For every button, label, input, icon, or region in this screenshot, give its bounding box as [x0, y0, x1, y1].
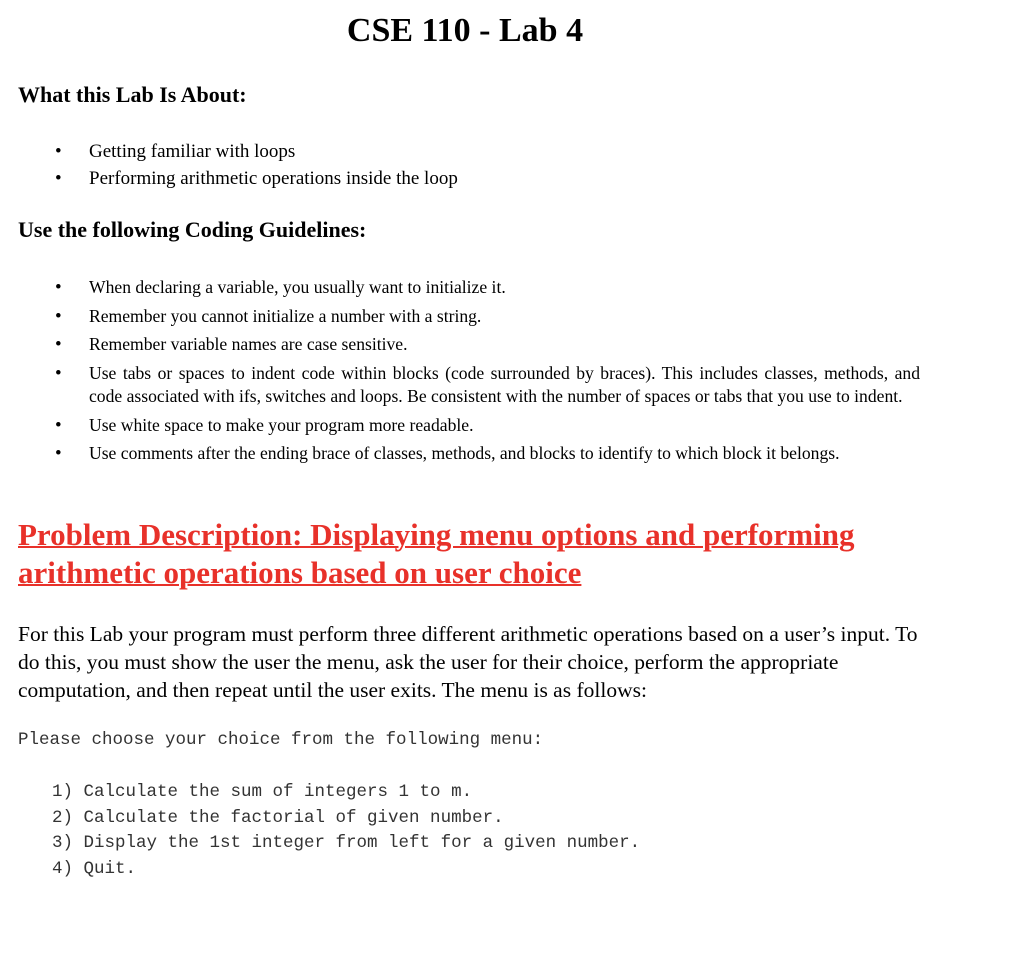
menu-prompt: Please choose your choice from the following menu: — [18, 730, 544, 750]
list-item-text: Performing arithmetic operations inside the loop — [89, 168, 458, 189]
menu-option: 3) Display the 1st integer from left for a given number. — [52, 833, 641, 853]
menu-option: 2) Calculate the factorial of given number. — [52, 807, 504, 828]
document-title: CSE 110 - Lab 4 — [346, 12, 584, 49]
guidelines-heading: Use the following Coding Guidelines: — [18, 217, 367, 242]
problem-body: For this Lab your program must perform three different arithmetic operations based on a user’s input. To do this, you must show the user the menu, ask the user for their choice, perform the appropriate computation, and then repeat until the user exits. The menu is as follows: — [18, 622, 918, 702]
list-item — [0, 276, 920, 300]
list-item — [0, 305, 920, 329]
list-item-text: Getting familiar with loops — [89, 141, 296, 162]
menu-options — [52, 780, 640, 882]
list-item — [0, 138, 920, 165]
bullet-icon: • — [55, 305, 62, 327]
bullet-icon: • — [55, 277, 62, 298]
about-list — [0, 138, 920, 192]
menu-option: 1) Calculate the sum of integers 1 to m. — [52, 782, 473, 802]
bullet-icon: • — [55, 414, 62, 436]
problem-heading: Problem Description: Displaying menu options and performing arithmetic operations based on user choice — [18, 517, 855, 590]
list-item — [0, 333, 920, 357]
bullet-icon: • — [55, 362, 62, 384]
bullet-icon: • — [55, 168, 62, 189]
list-item — [0, 442, 920, 466]
list-item-text: Use comments after the ending brace of classes, methods, and blocks to identify to which block it belongs. — [89, 443, 840, 463]
about-heading: What this Lab Is About: — [18, 82, 247, 107]
bullet-icon: • — [55, 443, 62, 464]
list-item — [0, 362, 920, 409]
list-item-text: Use white space to make your program more readable. — [89, 414, 474, 435]
bullet-icon: • — [55, 141, 62, 162]
list-item-text: Remember variable names are case sensitive. — [89, 334, 408, 354]
list-item — [0, 165, 920, 192]
list-item-text: When declaring a variable, you usually want to initialize it. — [89, 277, 506, 297]
bullet-icon: • — [55, 334, 62, 355]
guidelines-list — [0, 276, 920, 471]
list-item-text: Remember you cannot initialize a number with a string. — [89, 305, 482, 326]
menu-option: 4) Quit. — [52, 858, 137, 879]
list-item — [0, 414, 920, 438]
list-item-text: Use tabs or spaces to indent code within blocks (code surrounded by braces). This includes classes, methods, and code associated with ifs, switches and loops. Be consistent with the number of spaces or tabs that you use to indent. — [89, 362, 920, 406]
